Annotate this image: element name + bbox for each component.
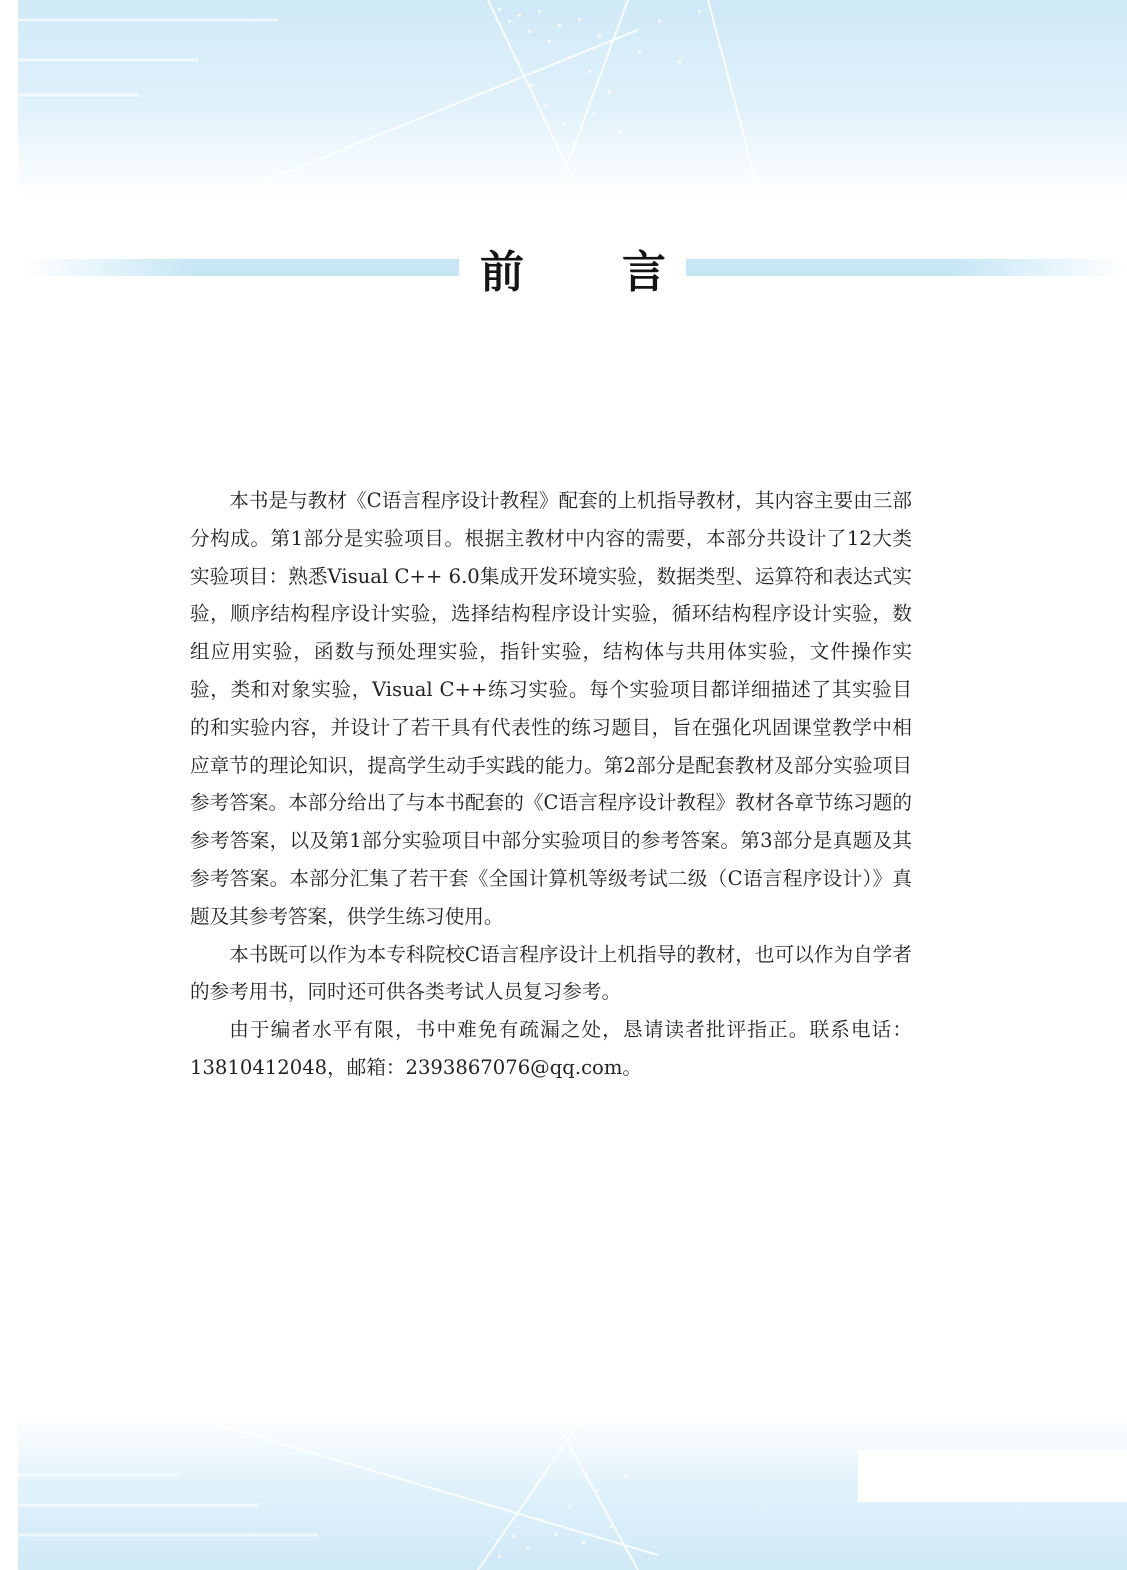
top-decorative-band bbox=[18, 0, 1127, 200]
title-bar-right bbox=[686, 259, 1127, 276]
title-char-1: 前 bbox=[480, 247, 524, 298]
bottom-right-white-patch bbox=[858, 1450, 1127, 1502]
paragraph-1: 本书是与教材《C语言程序设计教程》配套的上机指导教材，其内容主要由三部分构成。第1部分是实验项目。根据主教材中内容的需要，本部分共设计了12大类实验项目：熟悉Visual C++ 6.0集成开发环境实验，数据类型、运算符和表达式实验，顺序结构程序设计实验，选择结构程序设计实验，循环结构程序设计实验，数组应用实验，函数与预处理实验，指针实验，结构体与共用体实验，文件操作实验，类和对象实验，Visual C++练习实验。每个实验项目都详细描述了其实验目的和实验内容，并设计了若干具有代表性的练习题目，旨在强化巩固课堂教学中相应章节的理论知识，提高学生动手实践的能力。第2部分是配套教材及部分实验项目参考答案。本部分给出了与本书配套的《C语言程序设计教程》教材各章节练习题的参考答案，以及第1部分实验项目中部分实验项目的参考答案。第3部分是真题及其参考答案。本部分汇集了若干套《全国计算机等级考试二级（C语言程序设计）》真题及其参考答案，供学生练习使用。 bbox=[190, 489, 912, 928]
paragraph-2: 本书既可以作为本专科院校C语言程序设计上机指导的教材，也可以作为自学者的参考用书，同时还可供各类考试人员复习参考。 bbox=[190, 942, 912, 1004]
paragraph-3: 由于编者水平有限，书中难免有疏漏之处，恳请读者批评指正。联系电话：13810412048，邮箱：2393867076@qq.com。 bbox=[190, 1018, 912, 1079]
preface-body bbox=[190, 482, 912, 1087]
title-bar-left bbox=[22, 259, 459, 276]
page-title bbox=[460, 238, 686, 298]
title-char-2: 言 bbox=[622, 247, 666, 298]
top-band-pattern bbox=[18, 0, 1127, 200]
